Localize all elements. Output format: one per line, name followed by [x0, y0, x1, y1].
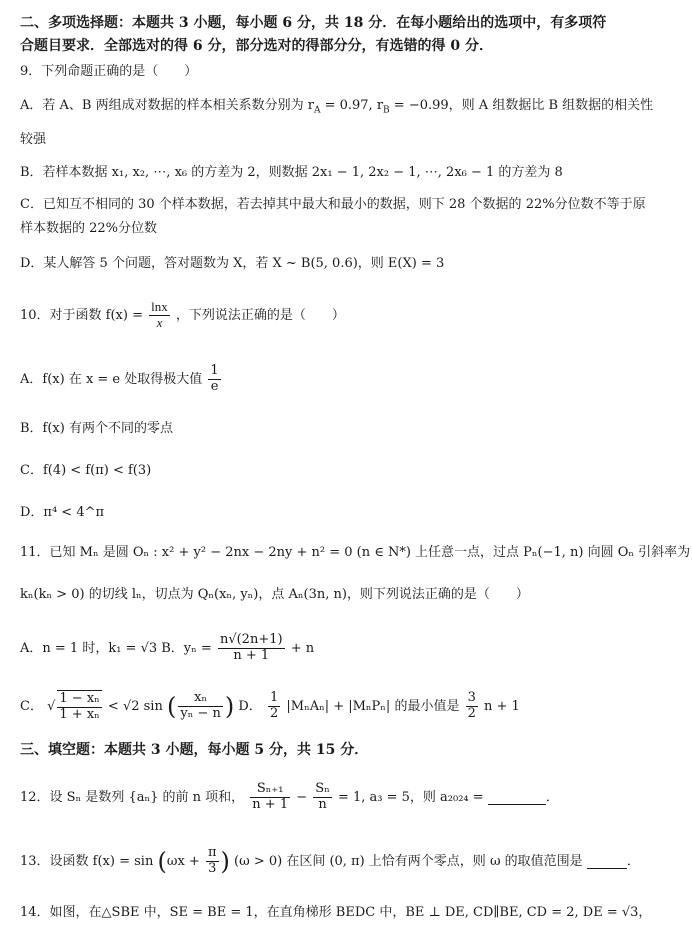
section-3-title: 三、填空题：本题共 3 小题，每小题 5 分，共 15 分． — [20, 742, 369, 758]
q11-options-c-d: C． √ $\frac{\text{1 − xₙ}}{\text{1 + xₙ}}$ < √2 sin ( $\frac{\text{xₙ}}{\text{yₙ − n}}$ ) D． $\frac{1}{2}$ |MₙAₙ| + |MₙPₙ| 的最小值是 $\frac{3}{2}$ n + 1 — [20, 690, 520, 722]
q12-fraction-1: $\frac{\text{Sₙ₊₁}}{n + 1}$ — [252, 781, 289, 812]
q9-option-c-line-1: C．已知互不相同的 30 个样本数据，若去掉其中最大和最小的数据，则下 28 个数据的 22%分位数不等于原 — [20, 197, 646, 212]
q11-line-2: kₙ(kₙ > 0) 的切线 lₙ，切点为 Qₙ(xₙ, yₙ)，点 Aₙ(3n, n)，则下列说法正确的是（ ） — [20, 587, 529, 602]
q10-fraction: $\frac{\ln x}{x}$ — [151, 299, 168, 330]
q10-option-c: C．f(4) < f(π) < f(3) — [20, 463, 152, 478]
q11-b-fraction: $\frac{n√(2n+1)}{n + 1}$ — [219, 632, 283, 663]
q10-stem: 10．对于函数 f(x) = $\frac{\ln x}{x}$ ，下列说法正确的是（ ） — [20, 299, 345, 330]
q9-option-c-line-2: 样本数据的 22%分位数 — [20, 221, 158, 236]
q12: 12．设 Sₙ 是数列 {aₙ} 的前 n 项和， $\frac{\text{Sₙ₊₁}}{n + 1}$ − $\frac{\text{Sₙ}}{n}$ = 1, a₃ = 5，则 a₂₀₂₄ = ． — [20, 781, 559, 812]
q13-fraction: $\frac{\pi}{3}$ — [207, 845, 217, 876]
q13: 13．设函数 f(x) = sin (ωx + $\frac{\pi}{3}$ ) (ω > 0) 在区间 (0, π) 上恰有两个零点，则 ω 的取值范围是 ． — [20, 845, 640, 876]
q12-answer-blank[interactable] — [488, 791, 546, 805]
q9-option-d: D．某人解答 5 个问题，答对题数为 X，若 X ~ B(5, 0.6)，则 E(X) = 3 — [20, 256, 445, 271]
q10-option-a: A．f(x) 在 x = e 处取得极大值 $\frac{1}{e}$ — [20, 363, 219, 394]
q9-stem: 9．下列命题正确的是（ ） — [20, 64, 198, 79]
q11-d-half: $\frac{1}{2}$ — [269, 690, 279, 721]
q9-option-b: B．若样本数据 x₁, x₂, ⋯, x₆ 的方差为 2，则数据 2x₁ − 1, 2x₂ − 1, ⋯, 2x₆ − 1 的方差为 8 — [20, 165, 563, 180]
q11-line-1: 11．已知 Mₙ 是圆 Oₙ : x² + y² − 2nx − 2ny + n² = 0 (n ∈ N*) 上任意一点，过点 Pₙ(−1, n) 向圆 Oₙ 引斜率为 — [20, 545, 691, 560]
q13-answer-blank[interactable] — [587, 855, 627, 869]
q11-d-three-halves: $\frac{3}{2}$ — [467, 690, 476, 721]
section-2-line-2: 合题目要求．全部选对的得 6 分，部分选对的得部分分，有选错的得 0 分． — [20, 38, 493, 54]
q11-options-a-b: A．n = 1 时，k₁ = √3 B．yₙ = $\frac{n√(2n+1)}{n + 1}$ + n — [20, 632, 315, 663]
q12-fraction-2: $\frac{\text{Sₙ}}{n}$ — [315, 781, 330, 812]
q14: 14．如图，在△SBE 中，SE = BE = 1，在直角梯形 BEDC 中，BE ⊥ DE, CD∥BE, CD = 2, DE = √3， — [20, 905, 652, 920]
q10-option-b: B．f(x) 有两个不同的零点 — [20, 421, 173, 436]
q9-option-a-cont: 较强 — [20, 132, 47, 147]
q10-option-d: D．π⁴ < 4^π — [20, 505, 105, 520]
q11-c-sin-fraction: $\frac{\text{xₙ}}{\text{yₙ − n}}$ — [180, 690, 221, 721]
q9-option-a: A．若 A、B 两组成对数据的样本相关系数分别为 $r_A = 0.97$, $r_B = -0.99$，则 A 组数据比 B 组数据的相关性 — [20, 98, 654, 116]
q11-c-root-fraction: $\frac{\text{1 − xₙ}}{\text{1 + xₙ}}$ — [59, 691, 100, 722]
q10-a-fraction: $\frac{1}{e}$ — [210, 363, 219, 394]
section-2-line-1: 二、多项选择题：本题共 3 小题，每小题 6 分，共 18 分．在每小题给出的选项中，有多项符 — [20, 15, 607, 31]
